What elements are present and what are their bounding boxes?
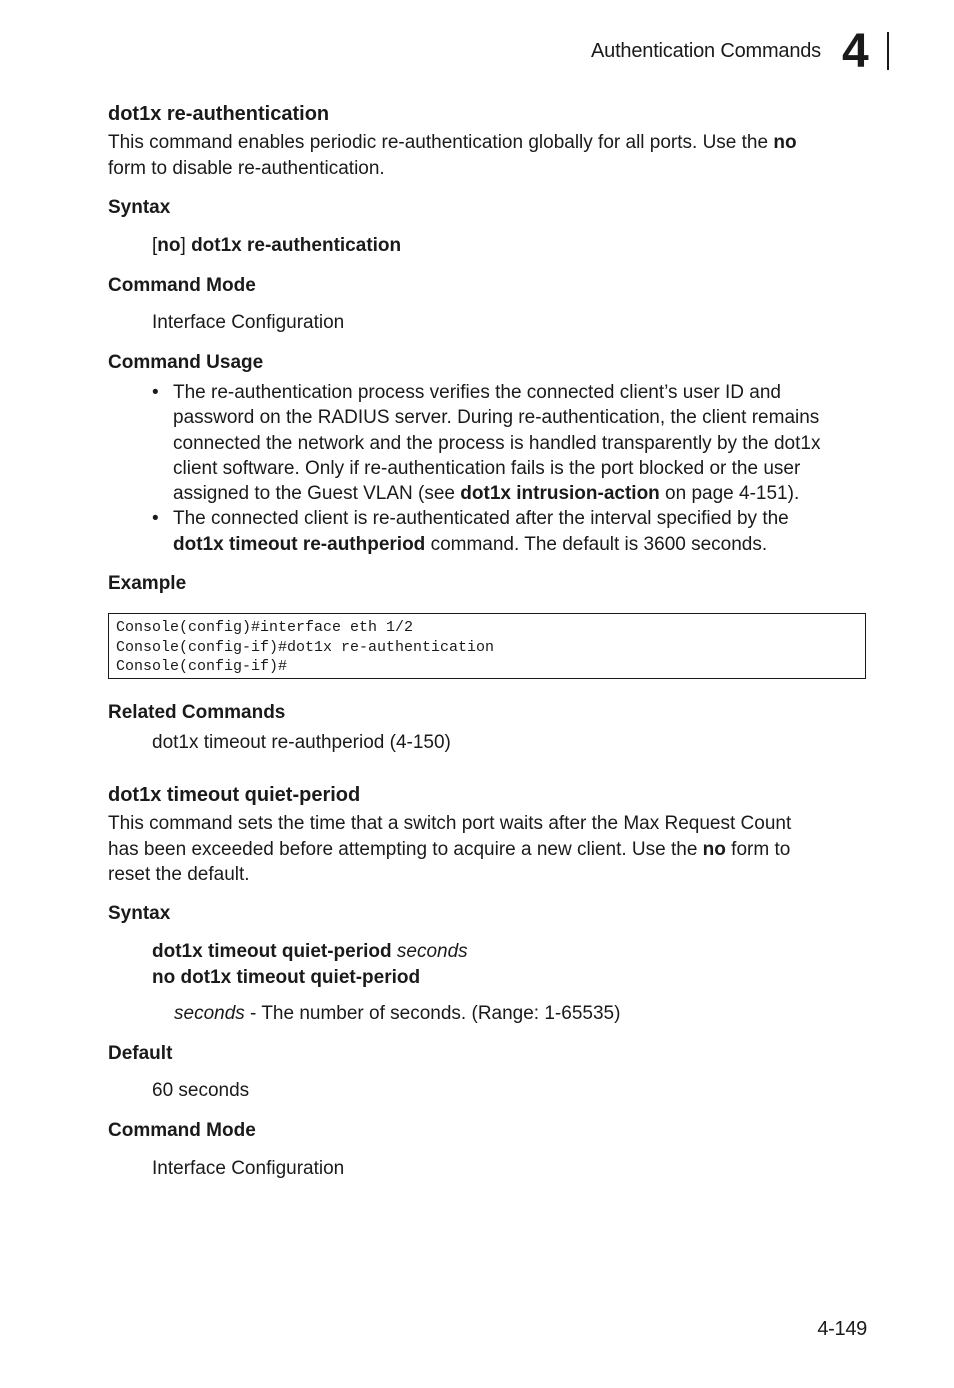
chapter-divider [887,32,889,70]
section1-example-heading: Example [108,573,187,594]
section2-mode-value: Interface Configuration [152,1158,345,1179]
bullet-icon: • [152,382,159,403]
code-line: Console(config-if)# [116,658,288,675]
usage-item: • The connected client is re-authenticated after the interval specified by the dot1x timeout re-authperiod command. The default is 3600 seconds. [152,508,789,555]
section2-default-heading: Default [108,1043,173,1064]
section1-mode-heading: Command Mode [108,275,256,296]
section1-related-heading: Related Commands [108,702,286,723]
section1-mode-value: Interface Configuration [152,312,345,333]
section1-syntax-line: [no] dot1x re-authentication [152,235,402,256]
section-title-dot1x-timeout-quiet-period: dot1x timeout quiet-period [108,784,361,806]
usage-item: • The re-authentication process verifies the connected client’s user ID and password on the RADIUS server. During re-authentication, the client remains connected the network and the process is handled transparently by the dot1x client software. Only if re-authentication fails is the port blocked or the user assigned to the Guest VLAN (see dot1x intrusion-action on page 4-151). [152,382,821,505]
code-line: Console(config)#interface eth 1/2 [116,619,414,636]
section-title-dot1x-re-authentication: dot1x re-authentication [108,103,330,125]
example-code-block [108,613,866,679]
section2-syntax-heading: Syntax [108,903,171,924]
section1-related-value: dot1x timeout re-authperiod (4-150) [152,732,451,753]
section1-usage-heading: Command Usage [108,352,264,373]
chapter-number: 4 [842,25,869,78]
section2-default-value: 60 seconds [152,1080,250,1101]
section1-syntax-heading: Syntax [108,197,171,218]
section2-description: This command sets the time that a switch port waits after the Max Request Count has been exceeded before attempting to acquire a new client. Use the no form to reset the default. [108,813,792,885]
bullet-icon: • [152,508,159,530]
section2-syntax-block: dot1x timeout quiet-period seconds no dot1x timeout quiet-period [152,941,468,988]
section1-description: This command enables periodic re-authentication globally for all ports. Use the no form to disable re-authentication. [108,132,797,179]
usage-list [152,380,872,557]
page-number: 4-149 [817,1318,867,1340]
running-header-title: Authentication Commands [591,40,821,62]
section2-param-description: seconds - The number of seconds. (Range: 1-65535) [174,1003,621,1024]
code-line: Console(config-if)#dot1x re-authentication [116,638,495,656]
section2-mode-heading: Command Mode [108,1120,256,1141]
